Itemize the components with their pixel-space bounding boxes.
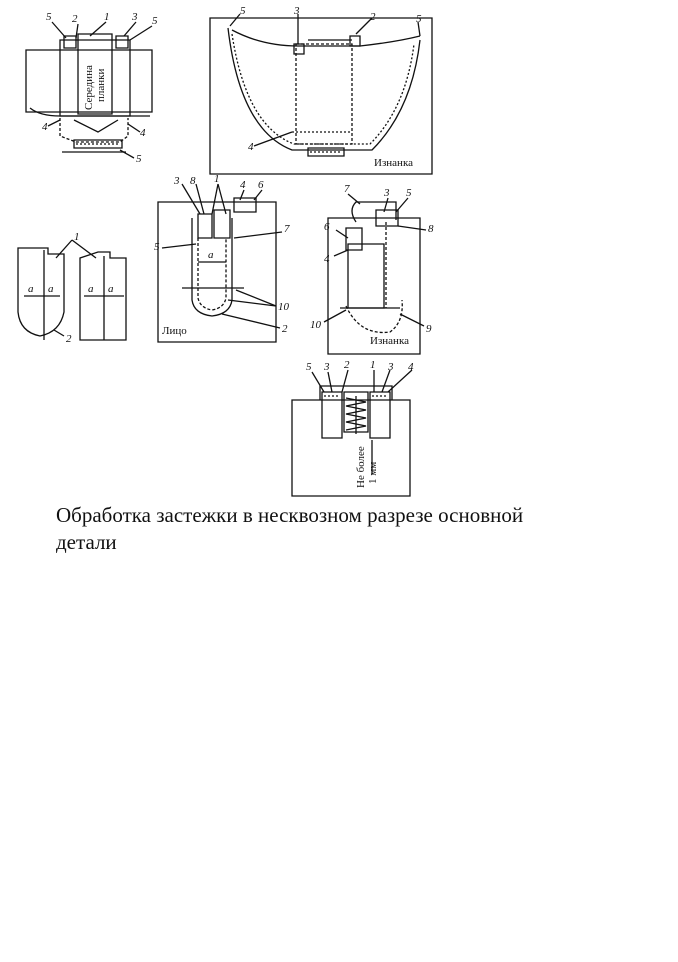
fig4-label: 8 (190, 175, 196, 187)
fig4-label: 3 (174, 175, 180, 187)
fig5-reverse-side (324, 194, 426, 354)
fig6-label: 1 (370, 359, 376, 371)
fig2-label: 5 (416, 13, 422, 25)
figure-caption (56, 502, 656, 556)
fig2-curved-facing (210, 14, 432, 174)
fig1-label: 4 (140, 127, 146, 139)
fig5-label: 10 (310, 319, 321, 331)
fig3-label: 1 (74, 231, 80, 243)
fig5-label: 9 (426, 323, 432, 335)
fig4-label: 2 (282, 323, 288, 335)
fig1-label: 3 (132, 11, 138, 23)
fig1-label: 5 (136, 153, 142, 165)
fig6-zipper-closure (292, 370, 412, 496)
fig2-label: 2 (370, 11, 376, 23)
fig6-label: 3 (388, 361, 394, 373)
fig1-label: 1 (104, 11, 110, 23)
fig2-side-label: Изнанка (374, 157, 414, 169)
fig4-side-label: Лицо (162, 325, 187, 337)
fig1-center-label-line1: Середина (83, 65, 95, 110)
fig6-note-line2: 1 мм (367, 461, 379, 484)
fig1-label: 2 (72, 13, 78, 25)
fig6-label: 2 (344, 359, 350, 371)
fig6-note-line1: Не более (355, 446, 367, 488)
caption-line-1: Обработка застежки в несквозном разрезе основной (56, 503, 524, 527)
fig3-label: a (28, 283, 34, 295)
fig1-label: 5 (152, 15, 158, 27)
fig6-label: 5 (306, 361, 312, 373)
fig1-label: 4 (42, 121, 48, 133)
fig2-label: 3 (294, 5, 300, 17)
fig6-label: 3 (324, 361, 330, 373)
fig5-label: 6 (324, 221, 330, 233)
fig4-label: 10 (278, 301, 289, 313)
fig4-label: 7 (284, 223, 290, 235)
fig4-label: 1 (214, 173, 220, 185)
fig5-label: 5 (406, 187, 412, 199)
fig4-label: 5 (154, 241, 160, 253)
fig3-label: a (48, 283, 54, 295)
fig5-label: 7 (344, 183, 350, 195)
fig5-label: 8 (428, 223, 434, 235)
fig5-label: 4 (324, 253, 330, 265)
caption-line-2: детали (56, 530, 117, 554)
fig1-center-label-line2: планки (95, 68, 107, 102)
fig5-side-label: Изнанка (370, 335, 410, 347)
fig2-label: 5 (240, 5, 246, 17)
fig3-label: a (108, 283, 114, 295)
fig2-label: 4 (248, 141, 254, 153)
fig5-label: 3 (384, 187, 390, 199)
fig6-label: 4 (408, 361, 414, 373)
fig1-label: 5 (46, 11, 52, 23)
fig4-face-side (158, 184, 282, 342)
fig4-label: 4 (240, 179, 246, 191)
fig4-label: a (208, 249, 214, 261)
fig4-label: 6 (258, 179, 264, 191)
fig3-label: 2 (66, 333, 72, 345)
fig3-label: a (88, 283, 94, 295)
